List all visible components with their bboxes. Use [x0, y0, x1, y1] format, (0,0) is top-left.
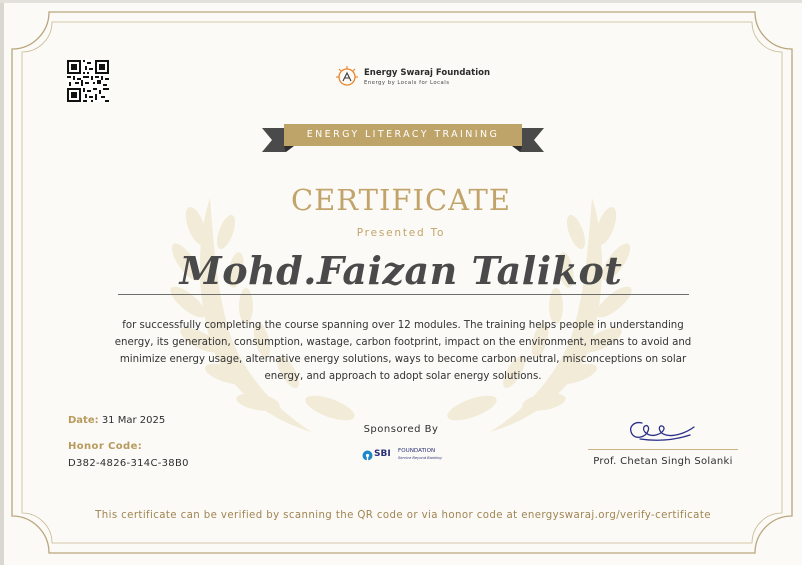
org-logo	[335, 65, 495, 91]
sbi-logo-icon	[362, 448, 454, 466]
sponsor-tagline: Service Beyond Banking	[398, 456, 442, 460]
date-value: 31 Mar 2025	[101, 415, 166, 426]
energy-swaraj-logo-icon	[335, 65, 359, 89]
sponsored-by-label: Sponsored By	[363, 424, 439, 435]
honor-code-label: Honor Code:	[68, 441, 143, 452]
org-tagline: Energy by Locals for Locals	[364, 80, 450, 86]
verification-note: This certificate can be verified by scanning the QR code or via honor code at energyswaraj.org/verify-certificate	[95, 510, 711, 521]
date-label: Date:	[68, 415, 99, 426]
name-underline	[118, 294, 689, 295]
sponsor-foundation: FOUNDATION	[398, 448, 436, 454]
course-description: for successfully completing the course spanning over 12 modules. The training helps people in understanding energy, its generation, consumption, wastage, carbon footprint, impact on the environment, means to avoid and minimize energy usage, alternative energy solutions, ways to become carbon neutral, misconceptions on solar energy, and approach to adopt solar energy solutions.	[114, 320, 692, 382]
sbi-emblem-icon	[362, 450, 373, 461]
org-name: Energy Swaraj Foundation	[364, 68, 491, 78]
qr-code-icon[interactable]	[67, 60, 109, 102]
recipient-name: Mohd.Faizan Talikot	[179, 248, 623, 293]
presented-to-label: Presented To	[356, 227, 446, 239]
signature-line	[588, 449, 738, 450]
signature-graphic	[624, 415, 698, 445]
honor-code-value: D382-4826-314C-38B0	[68, 458, 189, 469]
certificate-title: CERTIFICATE	[290, 183, 512, 217]
signer-name: Prof. Chetan Singh Solanki	[593, 456, 733, 467]
sponsor-name: SBI	[374, 449, 391, 459]
ribbon-text: ENERGY LITERACY TRAINING	[306, 129, 500, 140]
